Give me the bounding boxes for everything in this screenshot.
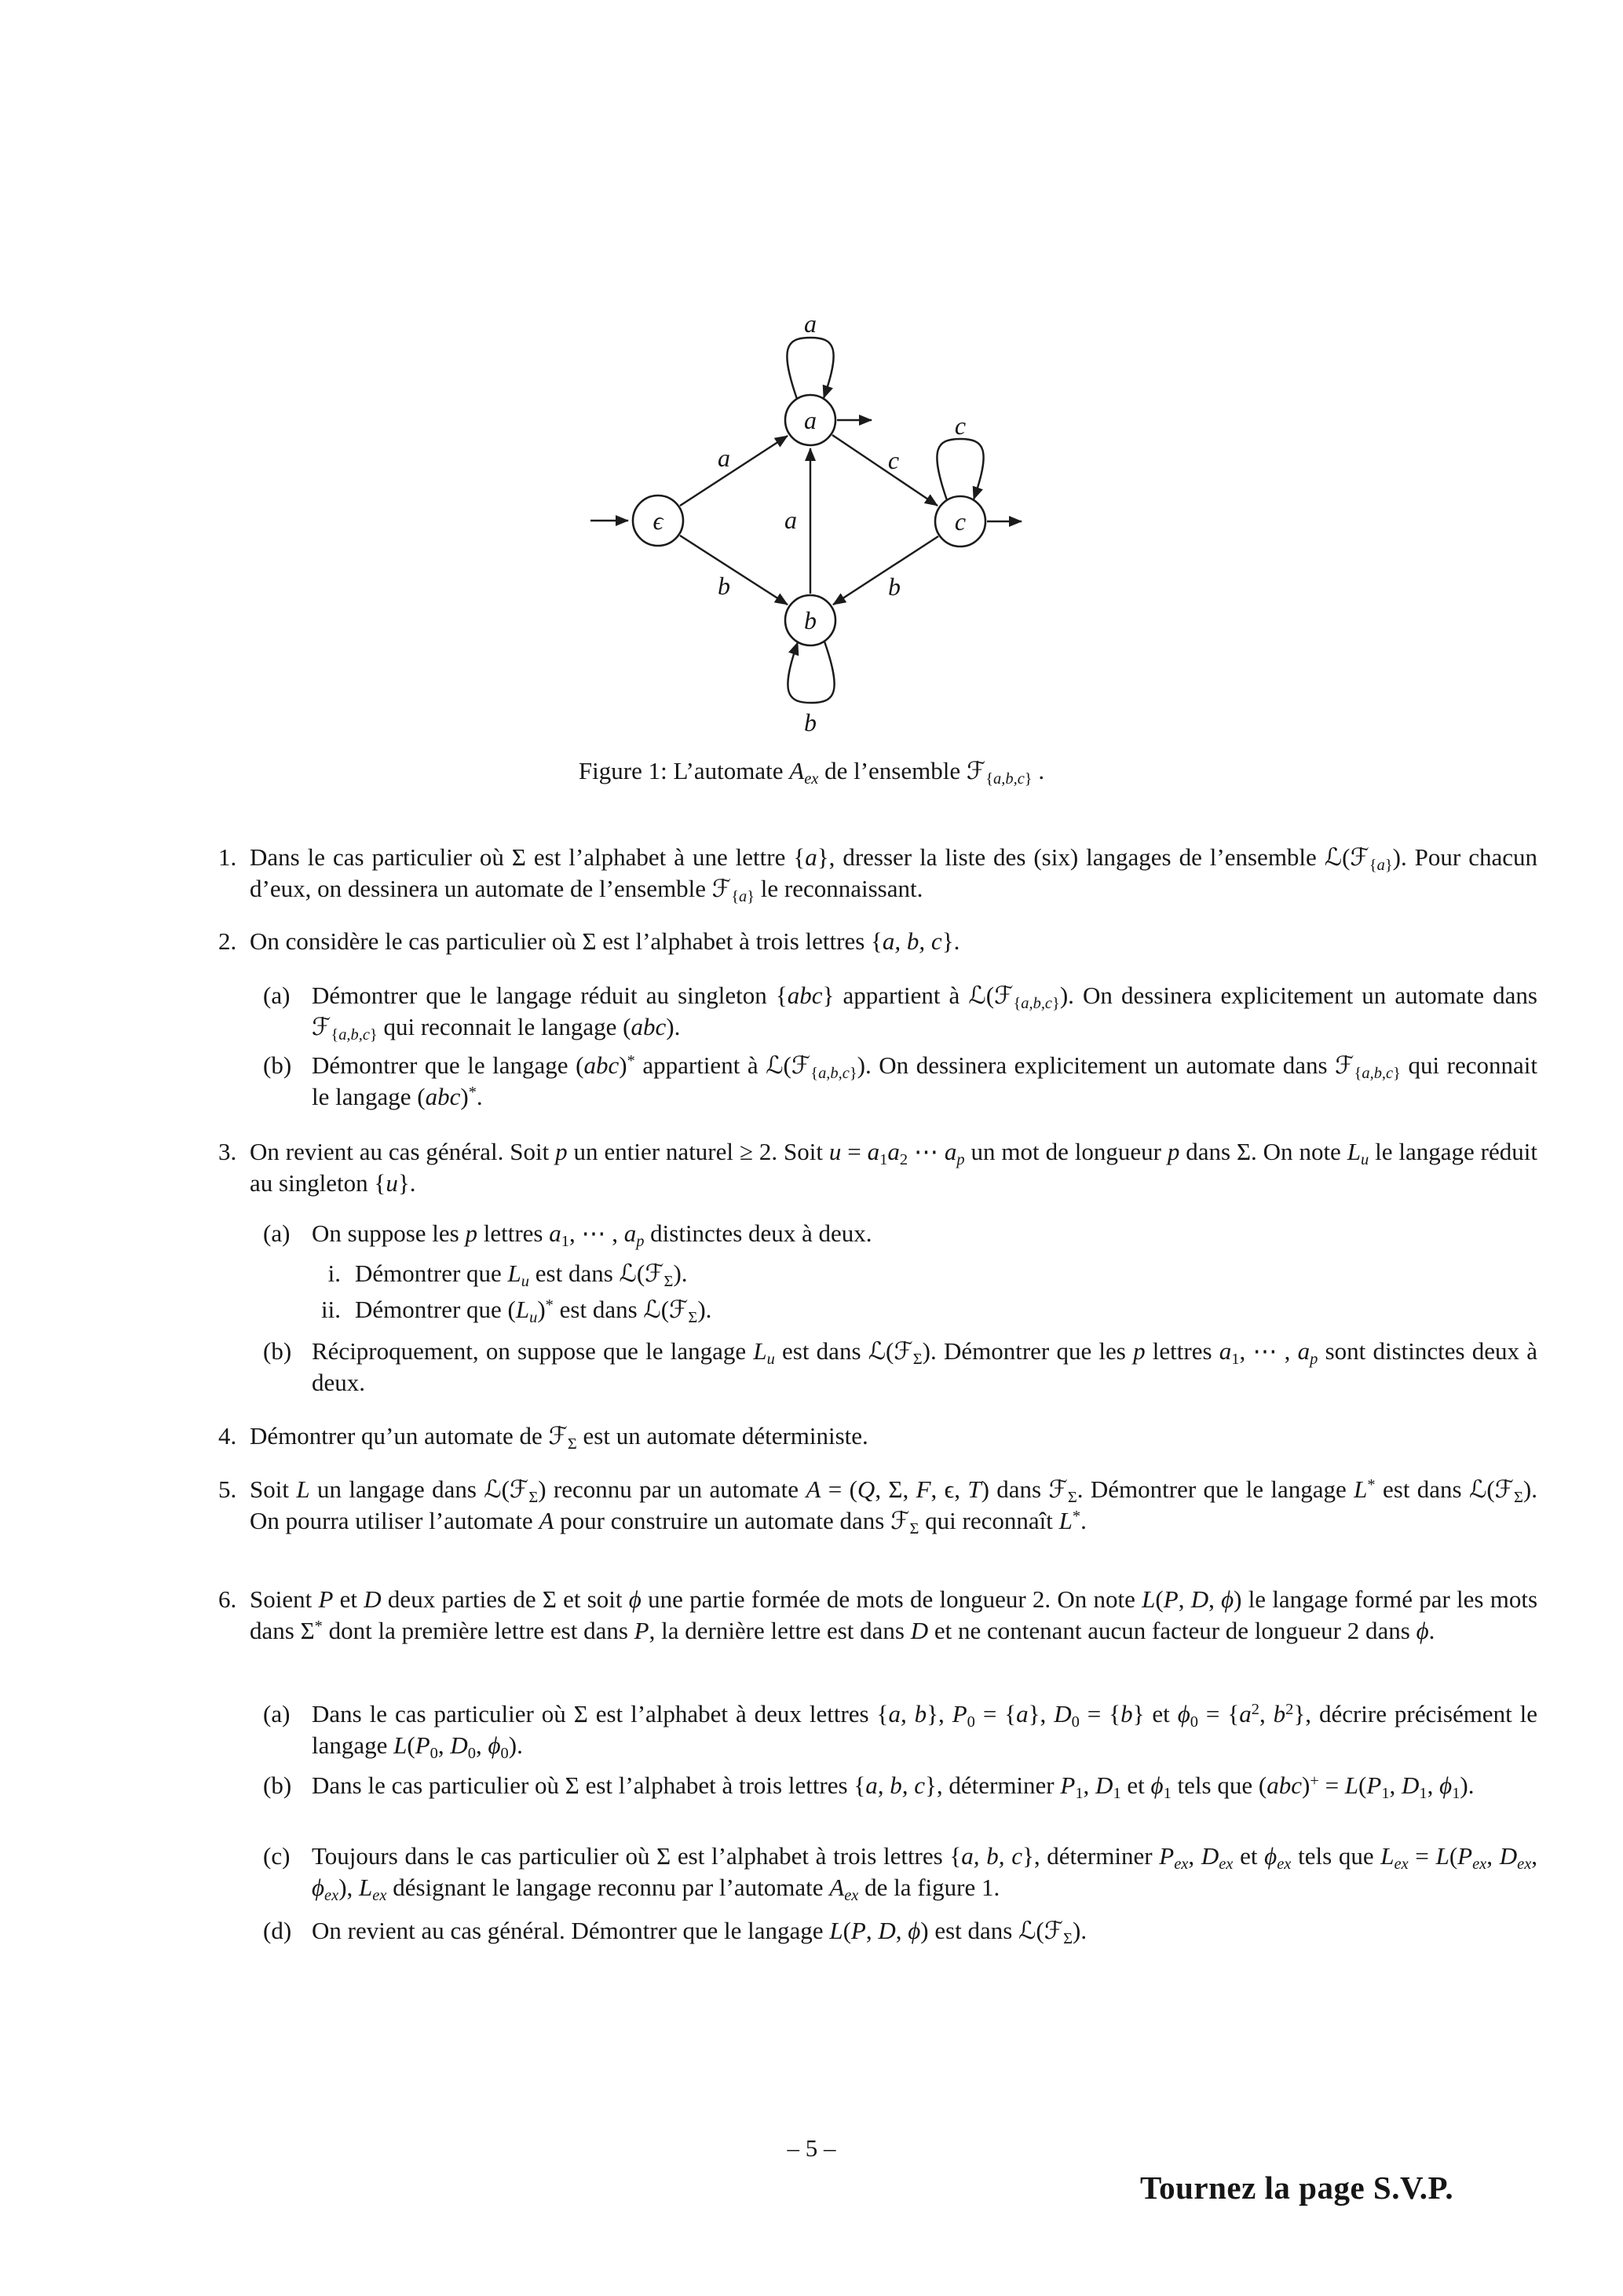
self-loop-c-arrow — [937, 439, 983, 500]
state-b — [785, 595, 835, 645]
question-5-text: Soit L un langage dans ℒ(ℱ$_\Sigma$) reconnu par un automate A = (Q, Σ, F, ϵ, T) dans ℱ$_\Sigma$. Démontrer que le langage L* est dans ℒ(ℱ$_\Sigma$). On pourra utiliser l’automate A pour construire un automate dans ℱ$_\Sigma$ qui reconnaît L*. — [250, 1475, 1537, 1538]
transition-eps-b-label: b — [718, 572, 730, 600]
transition-b-a-label: a — [784, 506, 797, 534]
self-loop-b-arrow — [788, 642, 834, 703]
self-loop-a-label: a — [804, 309, 817, 338]
question-1-text: Dans le cas particulier où Σ est l’alphabet à une lettre {a}, dresser la liste des (six) langages de l’ensemble ℒ(ℱ$_{\{a\}}$). Pour chacun d’eux, on dessinera un automate de l’ensemble ℱ$_{\{a\}}$ le reconnaissant. — [250, 843, 1537, 906]
question-6-text: Soient P et D deux parties de Σ et soit ϕ une partie formée de mots de longueur 2. On note L(P, D, ϕ) le langage formé par les mots dans Σ* dont la première lettre est dans P, la dernière lettre est dans D et ne contenant aucun facteur de longueur 2 dans ϕ. — [250, 1585, 1538, 1644]
question-6c-number: (c) — [263, 1842, 291, 1870]
question-3a-number: (a) — [263, 1219, 291, 1247]
question-4-text: Démontrer qu’un automate de ℱ$_\Sigma$ est un automate déterministe. — [250, 1422, 868, 1453]
question-2-number: 2. — [218, 927, 237, 955]
state-a-label: a — [804, 406, 817, 434]
question-3-number: 3. — [218, 1138, 237, 1165]
question-3a-text: On suppose les p lettres $a_1$, ⋯ , $a_p$ distinctes deux à deux. — [312, 1219, 872, 1251]
question-3b-text: Réciproquement, on suppose que le langage $L_u$ est dans ℒ(ℱ$_\Sigma$). Démontrer que les p lettres $a_1$, ⋯ , $a_p$ sont distinctes deux à deux. — [312, 1337, 1538, 1396]
question-1-number: 1. — [218, 843, 237, 871]
transition-eps-a-label: a — [718, 444, 730, 472]
question-2-text: On considère le cas particulier où Σ est l’alphabet à trois lettres {a, b, c}. — [250, 927, 960, 955]
automaton-figure — [550, 306, 1099, 754]
question-3b-number: (b) — [263, 1337, 292, 1365]
state-c-label: c — [954, 507, 967, 536]
transition-a-c-label: c — [887, 446, 900, 474]
question-6d-number: (d) — [263, 1917, 292, 1944]
question-6-number: 6. — [218, 1585, 237, 1613]
question-6a-number: (a) — [263, 1700, 291, 1727]
question-6c-text: Toujours dans le cas particulier où Σ est l’alphabet à trois lettres {a, b, c}, déterminer $P_{ex}$, $D_{ex}$ et $\phi_{ex}$ tels que $L_{ex} = L(P_{ex}$, $D_{ex}$, $\phi_{ex}$), $L_{ex}$ désignant le langage reconnu par l’automate $A_{ex}$ de la figure 1. — [312, 1842, 1538, 1905]
state-a — [785, 395, 835, 445]
question-2a-text: Démontrer que le langage réduit au singleton {abc} appartient à ℒ(ℱ$_{\{a,b,c\}}$). On dessinera explicitement un automate dans ℱ$_{\{a,b,c\}}$ qui reconnait le langage (abc). — [312, 982, 1537, 1044]
question-2b-text: Démontrer que le langage (abc)* appartient à ℒ(ℱ$_{\{a,b,c\}}$). On dessinera explicitement un automate dans ℱ$_{\{a,b,c\}}$ qui reconnait le langage (abc)*. — [312, 1051, 1538, 1110]
figure-caption: Figure 1: L’automate $A_{ex}$ de l’ensemble ℱ$_{\{a,b,c\}}$ . — [578, 757, 1045, 788]
transition-c-b-label: b — [888, 572, 901, 601]
self-loop-a-arrow — [787, 338, 833, 399]
question-6b-text: Dans le cas particulier où Σ est l’alphabet à trois lettres {a, b, c}, déterminer $P_1$, $D_1$ et $\phi_1$ tels que $(abc)^+ = L(P_1$, $D_1$, $\phi_1$). — [312, 1771, 1475, 1803]
question-3a-i-text: Démontrer que $L_u$ est dans ℒ(ℱ$_\Sigma$). — [355, 1260, 688, 1291]
transition-eps-a-arrow — [680, 436, 788, 506]
question-2b-number: (b) — [263, 1051, 292, 1079]
question-3-text: On revient au cas général. Soit p un entier naturel ≥ 2. Soit $u = a_1a_2$ ⋯ $a_p$ un mot de longueur p dans Σ. On note $L_u$ le langage réduit au singleton {u}. — [250, 1138, 1537, 1197]
page-number: – 5 – — [787, 2134, 836, 2162]
question-3a-ii-text: Démontrer que $(L_u)^*$ est dans ℒ(ℱ$_\Sigma$). — [355, 1296, 712, 1327]
question-5-number: 5. — [218, 1475, 237, 1503]
transition-c-b-arrow — [833, 536, 938, 605]
self-loop-b-label: b — [804, 708, 817, 737]
self-loop-c-label: c — [954, 411, 967, 440]
question-6b-number: (b) — [263, 1771, 292, 1799]
state-epsilon — [633, 495, 683, 546]
question-6a-text: Dans le cas particulier où Σ est l’alphabet à deux lettres {a, b}, $P_0 = \{a\}$, $D_0 = \{b\}$ et $\phi_0 = \{a^2$, $b^2$}, décrire précisément le langage $L(P_0$, $D_0$, $\phi_0$). — [312, 1700, 1537, 1763]
question-4-number: 4. — [218, 1422, 237, 1450]
turn-page-note: Tournez la page S.V.P. — [1140, 2170, 1454, 2206]
question-2a-number: (a) — [263, 982, 291, 1009]
state-b-label: b — [804, 606, 817, 634]
state-epsilon-label: ϵ — [652, 506, 663, 535]
state-c — [935, 496, 985, 547]
question-6d-text: On revient au cas général. Démontrer que le langage L(P, D, ϕ) est dans ℒ(ℱ$_\Sigma$). — [312, 1917, 1087, 1948]
transition-eps-b-arrow — [680, 536, 788, 605]
transition-a-c-arrow — [832, 435, 938, 506]
question-3a-ii-number: ii. — [321, 1296, 341, 1323]
question-3a-i-number: i. — [327, 1260, 341, 1287]
